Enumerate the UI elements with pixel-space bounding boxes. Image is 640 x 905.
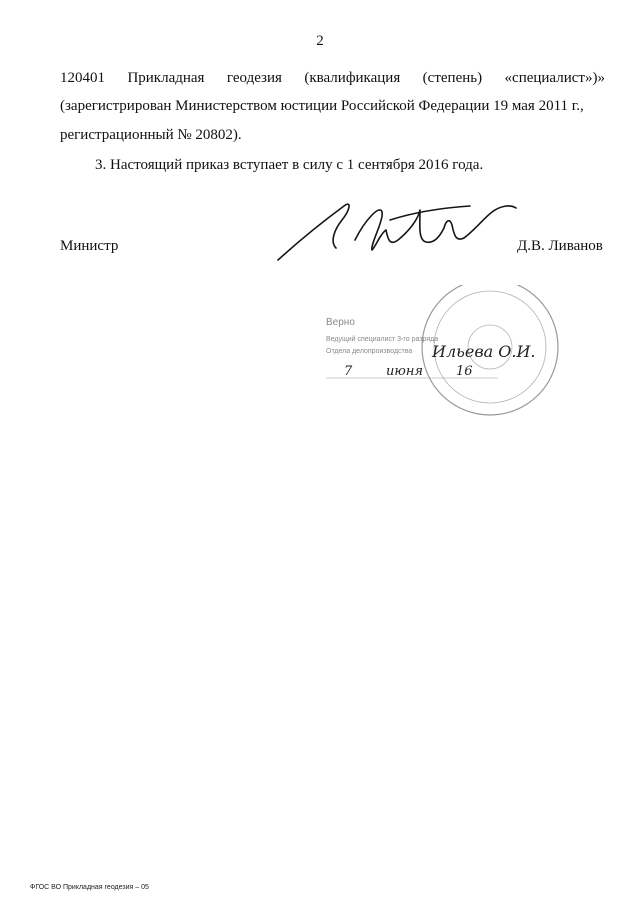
- line1-word-5: «специалист»)»: [504, 70, 605, 86]
- stamp-date-year: 16: [456, 364, 473, 379]
- body-line-2: (зарегистрирован Министерством юстиции Российской Федерации 19 мая 2011 г.,: [60, 98, 584, 114]
- minister-name: Д.В. Ливанов: [517, 238, 603, 254]
- stamp-date-day: 7: [344, 364, 353, 379]
- stamp-handwritten-name: Ильева О.И.: [432, 342, 536, 361]
- page-number: 2: [316, 33, 324, 49]
- stamp-line-1: Ведущий специалист 3-го разряда: [326, 336, 439, 343]
- line1-word-2: геодезия: [226, 70, 282, 86]
- footer: ФГОС ВО Прикладная геодезия – 05: [30, 884, 149, 891]
- line1-word-4: (степень): [422, 70, 483, 86]
- certification-stamp: [320, 285, 560, 425]
- stamp-line-2: Отдела делопроизводства: [326, 348, 413, 355]
- paragraph-3: 3. Настоящий приказ вступает в силу с 1 сентября 2016 года.: [95, 157, 484, 173]
- body-line-3: регистрационный № 20802).: [60, 127, 242, 143]
- specialty-code: 120401: [60, 70, 105, 86]
- line1-word-3: (квалификация: [304, 70, 401, 86]
- stamp-date-month: июня: [386, 364, 423, 379]
- line1-word-1: Прикладная: [127, 70, 205, 86]
- stamp-word: Верно: [326, 317, 355, 328]
- minister-title: Министр: [60, 238, 119, 254]
- minister-signature: [270, 190, 520, 270]
- body-line-1: [60, 70, 605, 87]
